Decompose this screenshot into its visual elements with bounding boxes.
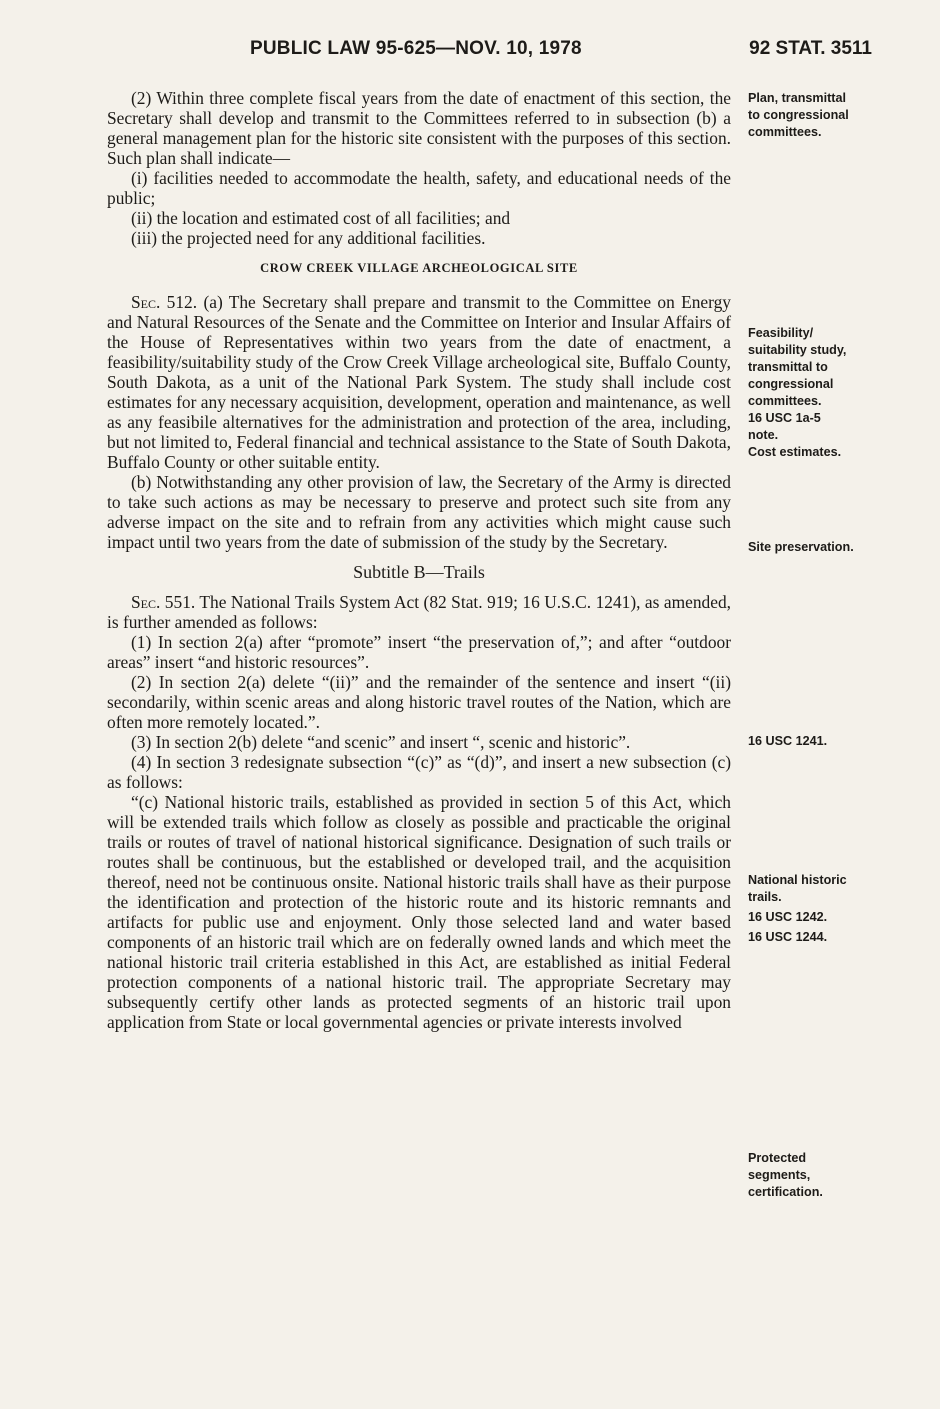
sec-551-c: “(c) National historic trails, established as provided in section 5 of this Act, which will be extended trails which follow as closely as possible and practicable the original trails or routes of travel of national historical significance. Designation of such trails or routes shall be continuous, but the established or developed trail, and the acquisition thereof, need not be continuous onsite. National historic trails shall have as their purpose the identification and protection of the historic route and its historic remnants and artifacts for public use and enjoyment. Only those selected land and water based components of an historic trail which are on federally owned lands and which meet the national historic trail criteria established in this Act, are established as initial Federal protection components of a national historic trail. The appropriate Secretary may subsequently certify other lands as protected segments of an historic trail upon application from State or local governmental agencies or private interests involved: [107, 792, 731, 1032]
sec-512-a-text: (a) The Secretary shall prepare and transmit to the Committee on Energy and Natural Resources of the Senate and the Committee on Interior and Insular Affairs of the House of Representatives within two years from the date of enactment, a feasibility/suitability study of the Crow Creek Village archeological site, Buffalo County, South Dakota, as a unit of the National Park System. The study shall include cost estimates for any necessary acquisition, development, operation and maintenance, as well as any feasibile alternatives for the administration and protection of the area, including, but not limited to, Federal financial and technical assistance to the State of South Dakota, Buffalo County or other suitable entity.: [107, 292, 732, 472]
margin-note-protected: [748, 1150, 878, 1201]
sec-551-3: (3) In section 2(b) delete “and scenic” and insert “, scenic and historic”.: [131, 732, 631, 752]
sec-551-label: Sec. 551.: [131, 592, 196, 612]
note-line: congressional: [748, 377, 834, 391]
margin-note-plan: [748, 90, 878, 141]
note-line: committees.: [748, 125, 822, 139]
main-text-column: [107, 88, 731, 1032]
sec-512-label: Sec. 512.: [131, 292, 198, 312]
note-line: Feasibility/: [748, 326, 814, 340]
note-line: to congressional: [748, 108, 849, 122]
statute-page-number: 92 STAT. 3511: [749, 38, 872, 59]
page-header: [0, 38, 940, 68]
note-line: National historic: [748, 873, 847, 887]
page-title: PUBLIC LAW 95-625—NOV. 10, 1978: [250, 38, 582, 59]
note-line: committees.: [748, 394, 822, 408]
paragraph-2: (2) Within three complete fiscal years from the date of enactment of this section, the Secretary shall develop and transmit to the Committees referred to in subsection (b) a general management plan for the historic site consistent with the purposes of this section. Such plan shall indicate—: [107, 88, 731, 168]
margin-note-feasibility: [748, 325, 878, 461]
margin-note-16-usc-1241: [748, 733, 878, 750]
note-line: 16 USC 1241.: [748, 734, 828, 748]
item-ii: (ii) the location and estimated cost of all facilities; and: [131, 208, 511, 228]
note-line: 16 USC 1242.: [748, 910, 828, 924]
sec-512-b: (b) Notwithstanding any other provision of law, the Secretary of the Army is directed to take such actions as may be necessary to preserve and protect such site from any adverse impact on the site and to refrain from any activities which might cause such impact until two years from the date of submission of the study by the Secretary.: [107, 472, 731, 552]
item-i: (i) facilities needed to accommodate the health, safety, and educational needs of the public;: [107, 168, 731, 208]
heading-crow-creek: CROW CREEK VILLAGE ARCHEOLOGICAL SITE: [260, 261, 578, 275]
note-line: segments,: [748, 1168, 811, 1182]
note-line: Site preservation.: [748, 540, 854, 554]
heading-subtitle-b: Subtitle B—Trails: [353, 562, 485, 582]
sec-551-2: (2) In section 2(a) delete “(ii)” and the remainder of the sentence and insert “(ii) secondarily, within scenic areas and along historic travel routes of the Nation, which are often more remotely located.”.: [107, 672, 731, 732]
note-line: transmittal to: [748, 360, 828, 374]
note-line: Plan, transmittal: [748, 91, 846, 105]
sec-551-intro: [107, 592, 731, 632]
margin-note-national-historic: [748, 872, 878, 946]
note-line: certification.: [748, 1185, 823, 1199]
note-line: suitability study,: [748, 343, 847, 357]
note-line: Cost estimates.: [748, 445, 842, 459]
sec-512-a: [107, 292, 731, 472]
note-line: 16 USC 1244.: [748, 930, 828, 944]
sec-551-1: (1) In section 2(a) after “promote” insert “the preservation of,”; and after “outdoor areas” insert “and historic resources”.: [107, 632, 731, 672]
note-line: Protected: [748, 1151, 807, 1165]
note-line: trails.: [748, 890, 782, 904]
note-line: note.: [748, 428, 779, 442]
item-iii: (iii) the projected need for any additional facilities.: [131, 228, 486, 248]
sec-551-4: (4) In section 3 redesignate subsection “(c)” as “(d)”, and insert a new subsection (c) as follows:: [107, 752, 731, 792]
sec-551-intro-text: The National Trails System Act (82 Stat. 919; 16 U.S.C. 1241), as amended, is further amended as follows:: [107, 592, 731, 632]
margin-note-site-preservation: [748, 539, 878, 556]
note-line: 16 USC 1a-5: [748, 411, 821, 425]
